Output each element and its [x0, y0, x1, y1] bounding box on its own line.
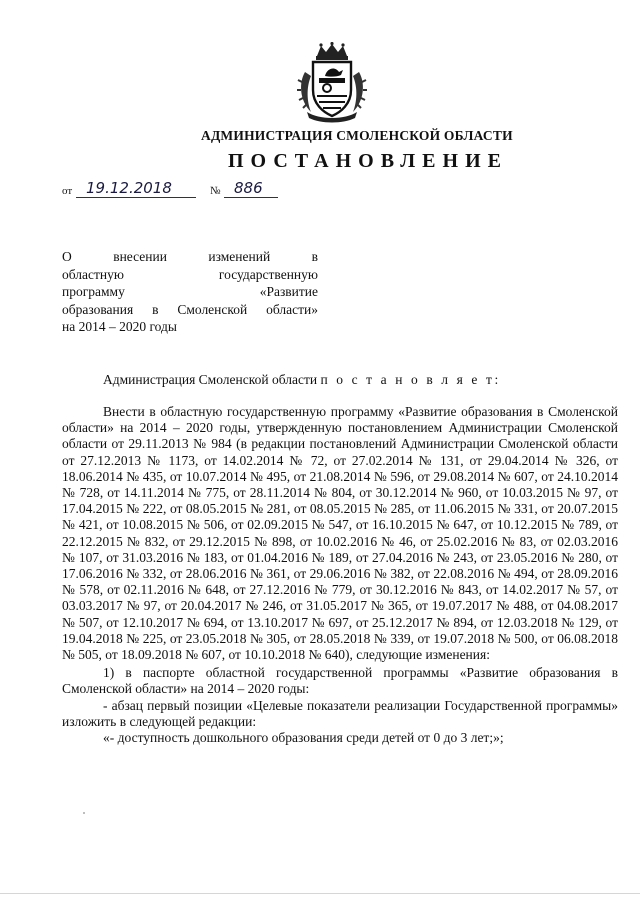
body-paragraph: «- доступность дошкольного образования среди детей от 0 до 3 лет;»;	[103, 730, 504, 746]
scan-speck	[83, 812, 85, 814]
subject-line: образования в Смоленской области»	[62, 301, 318, 317]
intro-spaced-word: п о с т а н о в л я е т:	[320, 372, 501, 387]
number-handwritten: 886	[234, 179, 263, 197]
subject-line: программу «Развитие	[62, 284, 318, 299]
date-prefix: от	[62, 185, 73, 197]
subject-line: О внесении изменений в	[62, 249, 318, 264]
date-handwritten: 19.12.2018	[86, 179, 172, 197]
intro-text: Администрация Смоленской области	[103, 372, 318, 387]
date-underline	[76, 197, 196, 198]
subject-line: на 2014 – 2020 годы	[62, 319, 177, 334]
organization-title: АДМИНИСТРАЦИЯ СМОЛЕНСКОЙ ОБЛАСТИ	[201, 128, 513, 143]
number-underline	[224, 197, 278, 198]
coat-of-arms-icon	[297, 42, 367, 124]
subject-line: областную государственную	[62, 266, 318, 282]
document-body	[62, 404, 618, 746]
body-paragraph: - абзац первый позиции «Целевые показатели реализации Государственной программы» изложить в следующей редакции:	[62, 697, 618, 729]
resolution-intro	[103, 372, 501, 388]
scan-edge-line	[0, 893, 640, 894]
number-prefix: №	[210, 185, 221, 197]
document-subject	[62, 248, 318, 336]
document-type-title: ПОСТАНОВЛЕНИЕ	[228, 150, 508, 172]
body-paragraph: 1) в паспорте областной государственной программы «Развитие образования в Смоленской области» на 2014 – 2020 годы:	[62, 665, 618, 697]
body-paragraph: Внести в областную государственную программу «Развитие образования в Смоленской области» на 2014 – 2020 годы, утвержденную постановлением Администрации Смоленской области от 29.11.2013 № 984 (в редакции постановлений Администрации Смоленской области от 27.12.2013 № 1173, от 14.02.2014 № 72, от 27.02.2014 № 131, от 29.04.2014 № 326, от 18.06.2014 № 435, от 10.07.2014 № 495, от 21.08.2014 № 596, от 29.08.2014 № 607, от 24.10.2014 № 728, от 14.11.2014 № 775, от 28.11.2014 № 804, от 30.12.2014 № 960, от 10.03.2015 № 97, от 17.04.2015 № 222, от 08.05.2015 № 281, от 08.05.2015 № 285, от 11.06.2015 № 331, от 20.07.2015 № 421, от 10.08.2015 № 506, от 02.09.2015 № 547, от 16.10.2015 № 647, от 10.12.2015 № 789, от 22.12.2015 № 832, от 29.12.2015 № 898, от 10.02.2016 № 46, от 25.02.2016 № 83, от 02.03.2016 № 107, от 31.03.2016 № 183, от 01.04.2016 № 189, от 27.04.2016 № 243, от 23.05.2016 № 280, от 17.06.2016 № 332, от 28.06.2016 № 361, от 29.06.2016 № 382, от 22.08.2016 № 494, от 28.09.2016 № 578, от 02.11.2016 № 648, от 27.12.2016 № 779, от 30.12.2016 № 843, от 14.02.2017 № 57, от 03.03.2017 № 97, от 20.04.2017 № 246, от 31.05.2017 № 365, от 19.07.2017 № 488, от 04.08.2017 № 507, от 12.10.2017 № 694, от 13.10.2017 № 697, от 25.12.2017 № 894, от 12.03.2018 № 129, от 19.04.2018 № 225, от 23.05.2018 № 305, от 28.05.2018 № 339, от 19.07.2018 № 500, от 06.08.2018 № 505, от 18.09.2018 № 607, от 10.10.2018 № 640), следующие изменения:	[62, 404, 618, 663]
